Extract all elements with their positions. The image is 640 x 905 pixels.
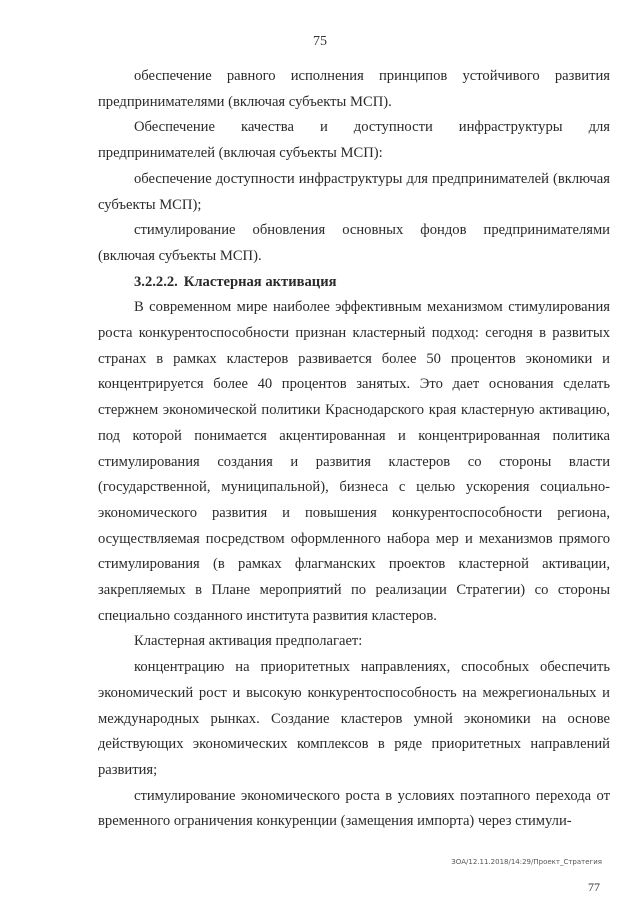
paragraph-3: обеспечение доступности инфраструктуры для предпринимателей (включая субъекты МСП); <box>98 170 610 213</box>
section-number: 3.2.2.2. <box>134 273 178 290</box>
paragraph-1: обеспечение равного исполнения принципов устойчивого развития предпринимателями (включая субъекты МСП). <box>98 68 610 110</box>
section-title: Кластерная активация <box>183 273 337 290</box>
paragraph-4: стимулирование обновления основных фондов предпринимателями (включая субъекты МСП). <box>98 222 610 264</box>
page-number-top: 75 <box>313 34 327 49</box>
page-body <box>98 64 610 835</box>
section-heading <box>98 270 610 296</box>
paragraph-5: В современном мире наиболее эффективным механизмом стимулирования роста конкурентоспособности признан кластерный подход: сегодня в развитых странах в рамках кластеров развивается более 50 процентов экономики и концентрируется более 40 процентов занятых. Это дает основания сделать стержнем экономической политики Краснодарского края кластерную активацию, под которой понимается акцентированная и концентрированная политика стимулирования создания и развития кластеров со стороны власти (государственной, муниципальной), бизнеса с целью ускорения социально-экономического развития и повышения конкурентоспособности региона, осуществляемая посредством оформленного набора мер и механизмов прямого стимулирования (в рамках флагманских проектов кластерной активации, закрепляемых в Плане мероприятий по реализации Стратегии) со стороны специально созданного института развития кластеров. <box>98 299 610 624</box>
paragraph-2: Обеспечение качества и доступности инфраструктуры для предпринимателей (включая субъекты МСП): <box>98 119 610 162</box>
page-number-bottom: 77 <box>588 880 600 894</box>
footer-document-code: ЗОА/12.11.2018/14:29/Проект_Стратегия <box>451 858 602 866</box>
paragraph-6: Кластерная активация предполагает: <box>134 633 363 650</box>
paragraph-8: стимулирование экономического роста в условиях поэтапного перехода от временного ограничения конкуренции (замещения импорта) через стимули- <box>98 787 610 830</box>
paragraph-7: концентрацию на приоритетных направлениях, способных обеспечить экономический рост и высокую конкурентоспособность на межрегиональных и международных рынках. Создание кластеров умной экономики на основе действующих экономических комплексов в ряде приоритетных направлений развития; <box>98 659 610 778</box>
